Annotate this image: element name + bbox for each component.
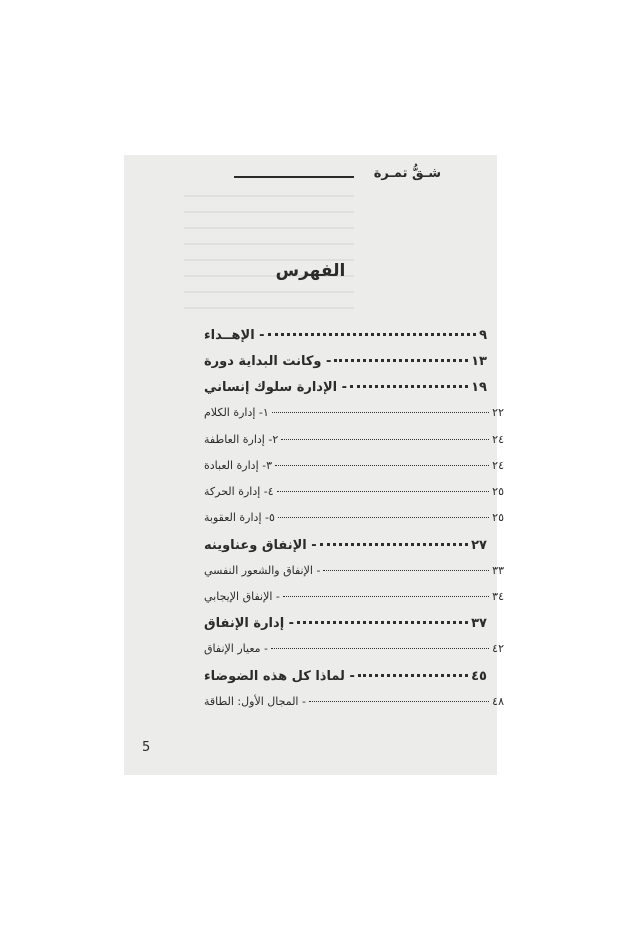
toc-entry-page: ١٩ <box>471 380 487 395</box>
toc-entry-label: - الإنفاق والشعور النفسي <box>204 564 321 577</box>
toc-entry-label: - إدارة الإنفاق <box>204 616 295 631</box>
toc-entry <box>204 564 504 584</box>
leader-dots <box>283 596 489 597</box>
page-number: 5 <box>142 740 151 755</box>
toc-entry-label: ٥- إدارة العقوبة <box>204 511 275 524</box>
leader-dots <box>297 621 468 624</box>
toc-entry <box>204 590 504 610</box>
toc-entry-page: ٤٢ <box>492 642 504 655</box>
book-title: شـقُّ تمـرة <box>373 166 441 181</box>
leader-dots <box>281 439 489 440</box>
toc-entry <box>204 406 504 426</box>
toc-entry-label: - لماذا كل هذه الضوضاء <box>204 669 355 684</box>
toc-entry-label: - المجال الأول: الطاقة <box>204 695 306 708</box>
toc-entry-page: ٢٥ <box>492 485 504 498</box>
toc-entry-page: ٣٤ <box>492 590 504 603</box>
toc-entry <box>204 328 487 348</box>
toc-entry <box>204 695 504 715</box>
toc-entry-label: - الإنفاق وعناوينه <box>204 538 317 553</box>
toc-entry-label: - الإنفاق الإيجابي <box>204 590 280 603</box>
toc-entry-page: ٢٥ <box>492 511 504 524</box>
toc-entry <box>204 485 504 505</box>
toc-entry-page: ٤٨ <box>492 695 504 708</box>
toc-entry-page: ٩ <box>479 328 487 343</box>
leader-dots <box>323 570 489 571</box>
leader-dots <box>275 465 489 466</box>
toc-entry-page: ٤٥ <box>471 669 487 684</box>
toc-entry <box>204 616 487 636</box>
toc-entry-label: ١- إدارة الكلام <box>204 406 269 419</box>
toc-entry-label: ٢- إدارة العاطفة <box>204 433 279 446</box>
toc-entry-label: - وكانت البداية دورة <box>204 354 332 369</box>
toc-entry-page: ١٣ <box>471 354 487 369</box>
toc-entry <box>204 511 504 531</box>
toc-entry <box>204 669 487 689</box>
leader-dots <box>268 333 476 336</box>
leader-dots <box>277 491 489 492</box>
toc-entry-page: ٣٣ <box>492 564 504 577</box>
leader-dots <box>309 701 489 702</box>
toc-entry-label: - الإهــداء <box>204 328 265 343</box>
toc-entry-page: ٢٧ <box>471 538 487 553</box>
leader-dots <box>334 359 468 362</box>
toc-entry-page: ٣٧ <box>471 616 487 631</box>
toc-entry <box>204 354 487 374</box>
toc-entry-label: - معيار الإنفاق <box>204 642 268 655</box>
leader-dots <box>350 385 468 388</box>
book-page <box>124 155 504 775</box>
toc-entry-label: ٤- إدارة الحركة <box>204 485 274 498</box>
leader-dots <box>320 543 468 546</box>
leader-dots <box>358 674 468 677</box>
toc-entry-page: ٢٤ <box>492 433 504 446</box>
toc-entry <box>204 538 487 558</box>
toc-entry-page: ٢٢ <box>492 406 504 419</box>
toc-entry-label: ٣- إدارة العبادة <box>204 459 273 472</box>
leader-dots <box>271 648 489 649</box>
toc-entry <box>204 433 504 453</box>
toc-entry <box>204 459 504 479</box>
toc-entry <box>204 380 487 400</box>
leader-dots <box>278 517 489 518</box>
toc-entry-page: ٢٤ <box>492 459 504 472</box>
table-of-contents <box>124 155 504 775</box>
index-heading: الفهرس <box>275 261 346 281</box>
toc-entry-label: - الإدارة سلوك إنساني <box>204 380 348 395</box>
leader-dots <box>272 412 489 413</box>
toc-entry <box>204 642 504 662</box>
